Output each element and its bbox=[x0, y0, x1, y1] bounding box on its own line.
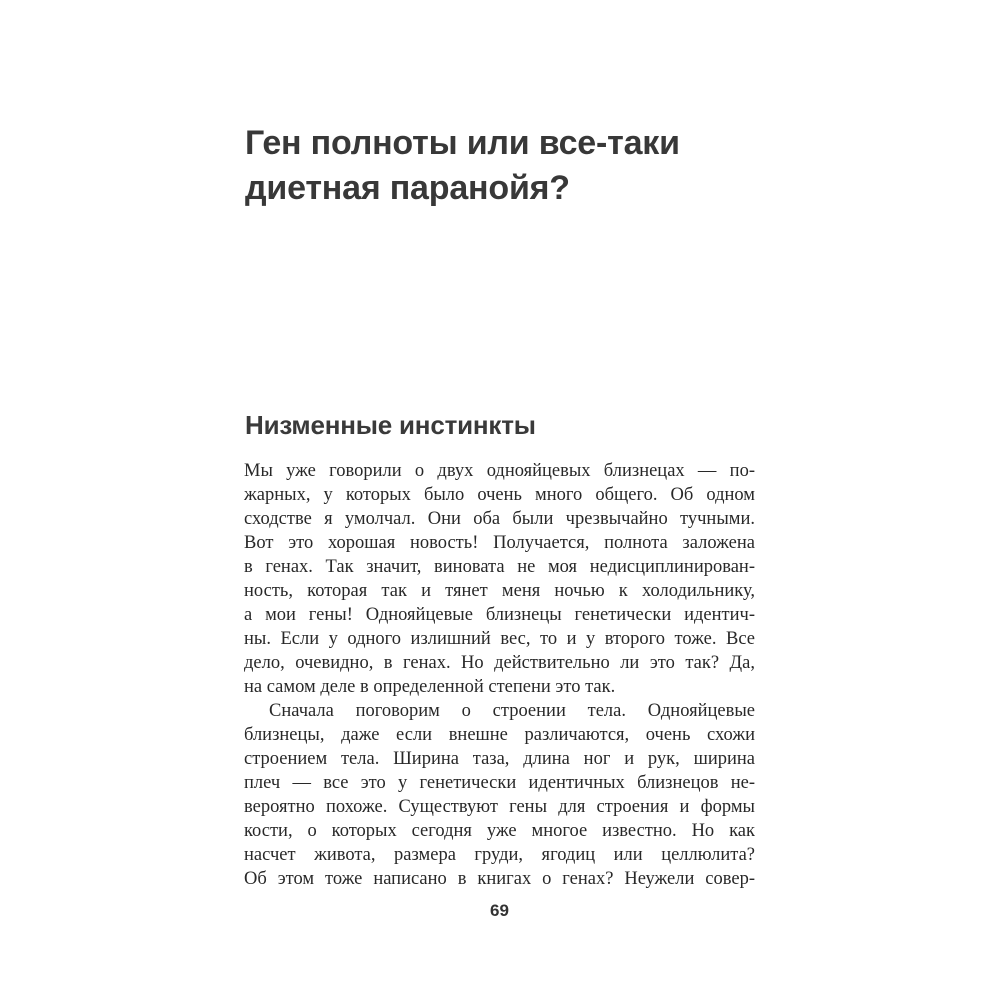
page-number: 69 bbox=[490, 901, 509, 920]
chapter-title bbox=[245, 121, 805, 211]
text-line: плеч — все это у генетически идентичных близнецов не- bbox=[244, 773, 755, 793]
text-line: в генах. Так значит, виновата не моя недисциплинирован- bbox=[244, 557, 755, 577]
chapter-title-line-1: Ген полноты или все-таки bbox=[245, 124, 680, 162]
chapter-title-line-2: диетная паранойя? bbox=[245, 169, 570, 207]
text-line: насчет живота, размера груди, ягодиц или целлюлита? bbox=[244, 845, 755, 865]
text-line: ность, которая так и тянет меня ночью к холодильнику, bbox=[244, 581, 755, 601]
text-line: близнецы, даже если внешне различаются, очень схожи bbox=[244, 725, 755, 745]
text-line: сходстве я умолчал. Они оба были чрезвычайно тучными. bbox=[244, 509, 755, 529]
text-line: вероятно похоже. Существуют гены для строения и формы bbox=[244, 797, 755, 817]
text-line: жарных, у которых было очень много общего. Об одном bbox=[244, 485, 755, 505]
text-line: Мы уже говорили о двух однояйцевых близнецах — по- bbox=[244, 461, 755, 481]
text-line: ны. Если у одного излишний вес, то и у второго тоже. Все bbox=[244, 629, 755, 649]
text-line: дело, очевидно, в генах. Но действительно ли это так? Да, bbox=[244, 653, 755, 673]
text-line: строением тела. Ширина таза, длина ног и рук, ширина bbox=[244, 749, 755, 769]
text-line: Сначала поговорим о строении тела. Однояйцевые bbox=[269, 701, 755, 721]
body-text bbox=[244, 459, 755, 891]
text-line: на самом деле в определенной степени это так. bbox=[244, 677, 616, 697]
text-line: Вот это хорошая новость! Получается, полнота заложена bbox=[244, 533, 755, 553]
text-line: Об этом тоже написано в книгах о генах? Неужели совер- bbox=[244, 869, 755, 889]
text-line: кости, о которых сегодня уже многое известно. Но как bbox=[244, 821, 755, 841]
text-line: а мои гены! Однояйцевые близнецы генетически идентич- bbox=[244, 605, 755, 625]
section-heading: Низменные инстинкты bbox=[245, 410, 536, 440]
